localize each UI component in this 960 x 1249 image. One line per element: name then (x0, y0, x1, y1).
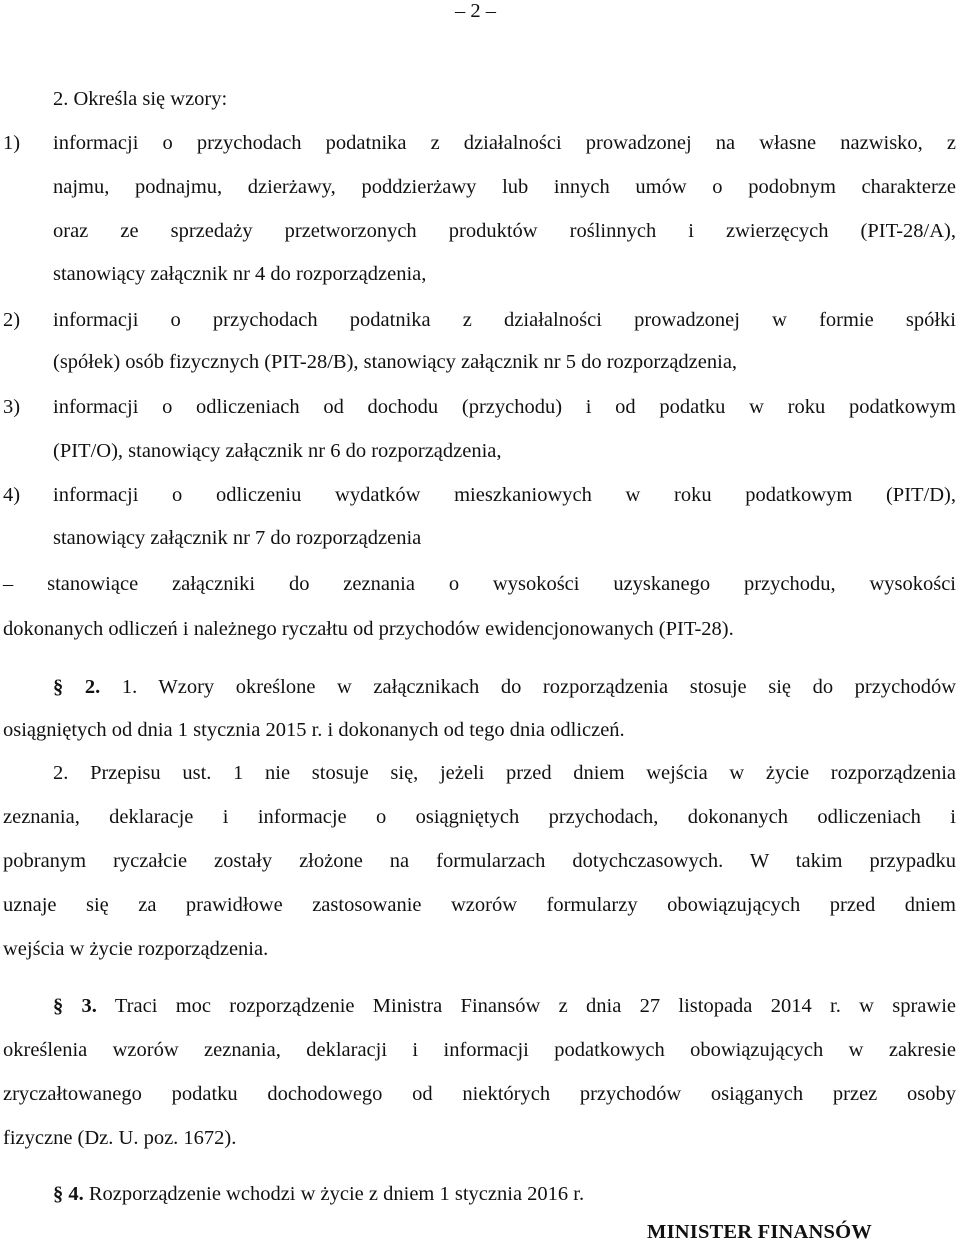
item-1-number: 1) (3, 132, 21, 154)
item-1-line-2: najmu, podnajmu, dzierżawy, poddzierżawy lub innych umów o podobnym charakterze (53, 176, 956, 198)
par-3-label: § 3. (53, 995, 97, 1017)
par-2-ust-2-line-4: uznaje się za prawidłowe zastosowanie wzorów formularzy obowiązujących przed dniem (3, 894, 956, 916)
item-4-line-1: informacji o odliczeniu wydatków mieszkaniowych w roku podatkowym (PIT/D), (53, 484, 956, 506)
par-2-first-line (53, 677, 956, 698)
item-3-line-2: (PIT/O), stanowiący załącznik nr 6 do rozporządzenia, (53, 440, 502, 462)
par-2-text: 1. Wzory określone w załącznikach do rozporządzenia stosuje się do przychodów (121, 676, 957, 698)
par-2-line-2: osiągniętych od dnia 1 stycznia 2015 r. i dokonanych od tego dnia odliczeń. (3, 719, 625, 741)
par-3-first-line (53, 996, 956, 1017)
page-number: – 2 – (455, 0, 496, 22)
par-4-label: § 4. (53, 1183, 84, 1205)
item-1-line-4: stanowiący załącznik nr 4 do rozporządzenia, (53, 263, 427, 285)
item-2-line-2: (spółek) osób fizycznych (PIT-28/B), stanowiący załącznik nr 5 do rozporządzenia, (53, 351, 738, 373)
item-1-line-3: oraz ze sprzedaży przetworzonych produktów roślinnych i zwierzęcych (PIT-28/A), (53, 220, 956, 242)
closing-line-1: – stanowiące załączniki do zeznania o wysokości uzyskanego przychodu, wysokości (3, 573, 956, 595)
item-2-number: 2) (3, 309, 21, 331)
item-4-number: 4) (3, 484, 21, 506)
par-3-text: Traci moc rozporządzenie Ministra Finansów z dnia 27 listopada 2014 r. w sprawie (114, 995, 956, 1017)
par-2-ust-2-line-1: 2. Przepisu ust. 1 nie stosuje się, jeżeli przed dniem wejścia w życie rozporządzenia (53, 762, 956, 784)
par-2-ust-2-line-5: wejścia w życie rozporządzenia. (3, 938, 269, 960)
item-2-line-1: informacji o przychodach podatnika z działalności prowadzonej w formie spółki (53, 309, 956, 331)
item-3-number: 3) (3, 396, 21, 418)
par-2-label: § 2. (53, 676, 101, 698)
par-2-ust-2-line-3: pobranym ryczałcie zostały złożone na formularzach dotychczasowych. W takim przypadku (3, 850, 956, 872)
item-4-line-2: stanowiący załącznik nr 7 do rozporządzenia (53, 527, 422, 549)
item-3-line-1: informacji o odliczeniach od dochodu (przychodu) i od podatku w roku podatkowym (53, 396, 956, 418)
item-1-line-1: informacji o przychodach podatnika z działalności prowadzonej na własne nazwisko, z (53, 132, 956, 154)
section-2-intro: 2. Określa się wzory: (53, 88, 228, 110)
par-2-ust-2-line-2: zeznania, deklaracje i informacje o osiągniętych przychodach, dokonanych odliczeniach i (3, 806, 956, 828)
par-3-line-3: zryczałtowanego podatku dochodowego od niektórych przychodów osiąganych przez osoby (3, 1083, 956, 1105)
par-4-text: Rozporządzenie wchodzi w życie z dniem 1 stycznia 2016 r. (88, 1183, 585, 1205)
closing-line-2: dokonanych odliczeń i należnego ryczałtu od przychodów ewidencjonowanych (PIT-28). (3, 618, 734, 640)
par-4-line (53, 1184, 584, 1205)
signature-minister: MINISTER FINANSÓW (647, 1221, 872, 1243)
par-3-line-2: określenia wzorów zeznania, deklaracji i informacji podatkowych obowiązujących w zakresie (3, 1039, 956, 1061)
par-3-line-4: fizyczne (Dz. U. poz. 1672). (3, 1127, 237, 1149)
